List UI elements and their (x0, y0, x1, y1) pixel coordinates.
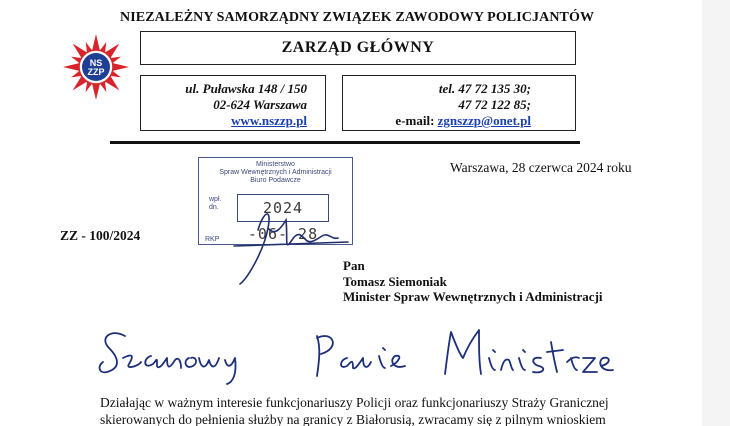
website-link[interactable]: www.nszzp.pl (231, 113, 307, 128)
addressee-name: Tomasz Siemoniak (343, 273, 447, 289)
stamp-date: 2024 -06- 28 (247, 199, 319, 243)
addressee-block (343, 258, 603, 305)
email-label: e-mail: (395, 113, 435, 128)
addressee-salutation: Pan (343, 258, 365, 273)
body-line-1: Działając w ważnym interesie funkcjonariuszy Policji oraz funkcjonariuszy Straży Granicznej (100, 395, 609, 410)
stamp-line-3: Biuro Podawcze (250, 177, 301, 184)
email-link[interactable]: zgnszzp@onet.pl (437, 113, 531, 128)
addressee-title: Minister Spraw Wewnętrznych i Administracji (343, 289, 603, 304)
header-divider (110, 141, 580, 144)
board-title: ZARZĄD GŁÓWNY (281, 39, 435, 56)
organization-name: NIEZALEŻNY SAMORZĄDNY ZWIĄZEK ZAWODOWY POLICJANTÓW (120, 10, 595, 25)
phone-2: 47 72 122 85; (458, 97, 531, 112)
svg-text:NS: NS (89, 58, 103, 68)
stamp-wpl-label: wpł. (209, 196, 222, 203)
stamp-line-2: Spraw Wewnętrznych i Administracji (219, 169, 332, 176)
board-box (140, 31, 576, 65)
contact-box (342, 75, 576, 131)
reference-number: ZZ - 100/2024 (60, 228, 141, 243)
address-box (140, 75, 326, 131)
stamp-dn-label: dn. (209, 204, 219, 211)
handwritten-signature (228, 200, 358, 290)
body-line-2: skierowanych do pełnienia służby na granicy z Białorusią, zwracamy się z pilnym wnioskiem (100, 412, 606, 426)
nszzp-logo (62, 33, 130, 101)
city-address: 02-624 Warszawa (213, 97, 307, 112)
svg-text:ZZP: ZZP (87, 67, 105, 77)
handwritten-salutation (95, 318, 615, 388)
letter-date: Warszawa, 28 czerwca 2024 roku (450, 160, 632, 175)
stamp-line-1: Ministerstwo (256, 161, 295, 168)
letter-body (100, 394, 642, 426)
street-address: ul. Puławska 148 / 150 (185, 81, 307, 96)
stamp-rkp-label: RKP (205, 236, 220, 243)
phone-1: tel. 47 72 135 30; (438, 81, 531, 96)
